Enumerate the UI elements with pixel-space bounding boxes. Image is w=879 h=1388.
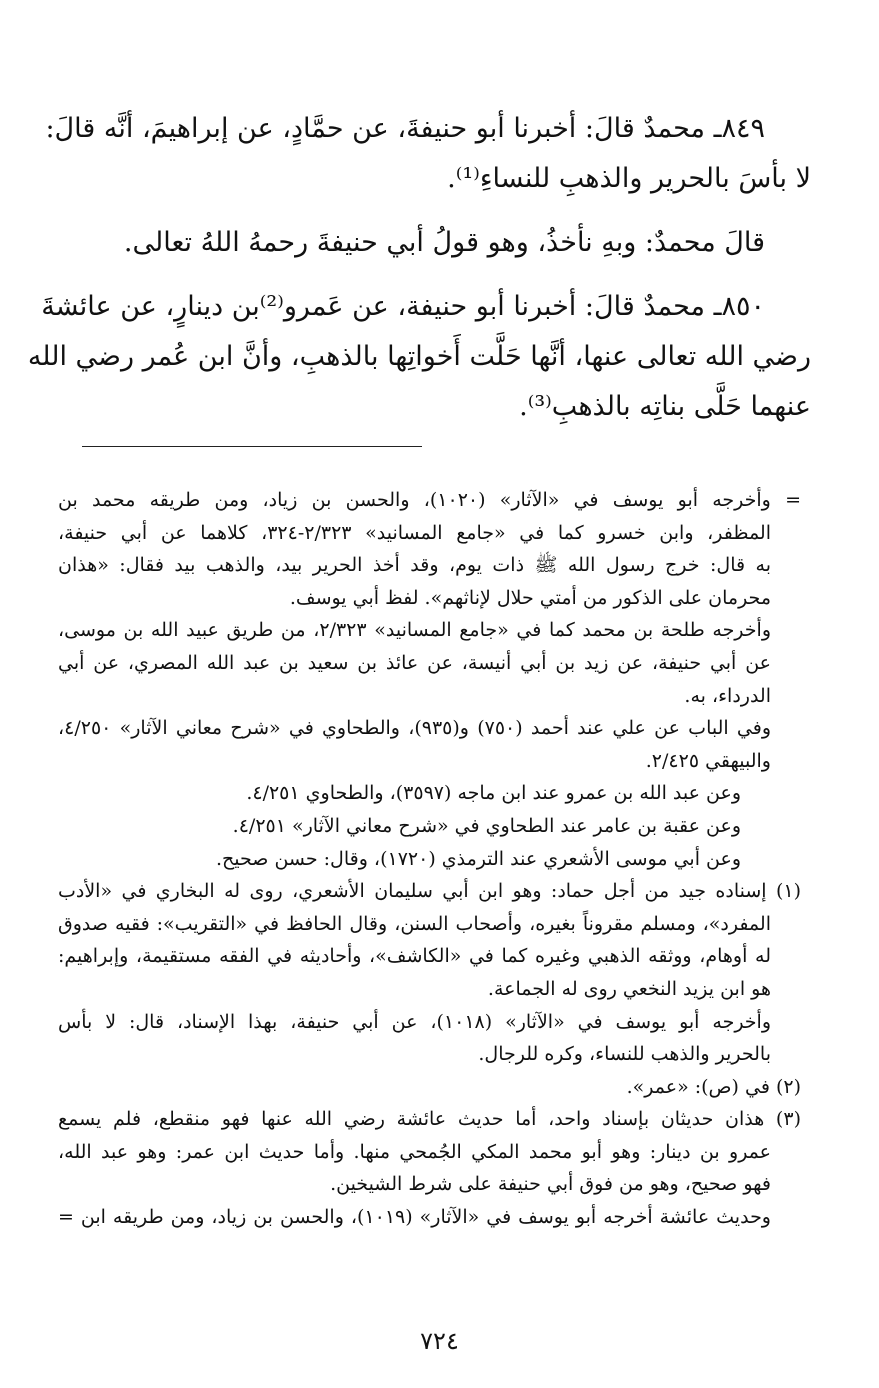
footnote-line: محرمان على الذكور من أمتي حلال لإناثهم». لفظ أبي يوسف. <box>289 586 771 609</box>
footnote-line: الدرداء، به. <box>684 684 771 707</box>
main-text <box>27 104 811 432</box>
footnote-line: وعن أبي موسى الأشعري عند الترمذي (١٧٢٠)، وقال: حسن صحيح. <box>215 847 741 870</box>
footnote-line: بالحرير والذهب للنساء، وكره للرجال. <box>478 1043 771 1066</box>
footnote-line: وعن عقبة بن عامر عند الطحاوي في «شرح معاني الآثار» ٤/٢٥١. <box>232 814 741 837</box>
hadith-850-line-1: ٨٥٠ـ محمدٌ قالَ: أخبرنا أبو حنيفة، عن عَمرو⁽²⁾بن دينارٍ، عن عائشةَ <box>41 291 765 322</box>
hadith-849-line-2: لا بأسَ بالحرير والذهبِ للنساءِ⁽¹⁾. <box>447 163 811 194</box>
footnote-line: عن أبي حنيفة، عن زيد بن أبي أنيسة، عن عائذ بن سعيد بن عبد الله المصري، عن أبي <box>58 651 771 674</box>
footnote-line: (٣) هذان حديثان بإسناد واحد، أما حديث عائشة رضي الله عنها فهو منقطع، فلم يسمع <box>58 1108 801 1131</box>
footnote-line: المفرد»، ومسلم مقروناً بغيره، وأصحاب السنن، وقال الحافظ في «التقريب»: فقيه صدوق <box>58 912 771 935</box>
footnote-line: وأخرجه أبو يوسف في «الآثار» (١٠١٨)، عن أبي حنيفة، بهذا الإسناد، قال: لا بأس <box>58 1010 772 1033</box>
page-number: ٧٢٤ <box>420 1327 459 1355</box>
footnote-line: فهو صحيح، وهو من فوق أبي حنيفة على شرط الشيخين. <box>330 1173 771 1196</box>
footnotes <box>58 484 801 1234</box>
footnote-line: به قال: خرج رسول الله ﷺ ذات يوم، وقد أخذ الحرير بيد، والذهب بيد فقال: «هذان <box>58 554 771 577</box>
hadith-850-line-3: عنهما حَلَّى بناتِه بالذهبِ⁽³⁾. <box>519 391 811 422</box>
footnote-line: وحديث عائشة أخرجه أبو يوسف في «الآثار» (١٠١٩)، والحسن بن زياد، ومن طريقه ابن = <box>58 1206 771 1229</box>
footnote-divider <box>82 446 422 447</box>
footnote-line: (١) إسناده جيد من أجل حماد: وهو ابن أبي سليمان الأشعري، روى له البخاري في «الأدب <box>58 880 801 903</box>
footnote-line: هو ابن يزيد النخعي روى له الجماعة. <box>487 977 771 1000</box>
footnote-line: وأخرجه طلحة بن محمد كما في «جامع المسانيد» ٢/٣٢٣، من طريق عبيد الله بن موسى، <box>58 619 771 642</box>
footnote-line: = وأخرجه أبو يوسف في «الآثار» (١٠٢٠)، والحسن بن زياد، ومن طريقه محمد بن <box>58 489 801 511</box>
footnote-line: عمرو بن دينار: وهو أبو محمد المكي الجُمحي منها. وأما حديث ابن عمر: وهو عبد الله، <box>58 1140 771 1163</box>
hadith-849-line-1: ٨٤٩ـ محمدٌ قالَ: أخبرنا أبو حنيفةَ، عن حمَّادٍ، عن إبراهيمَ، أنَّه قالَ: <box>45 113 765 144</box>
footnote-line: (٢) في (ص): «عمر». <box>626 1075 801 1098</box>
commentary-line: قالَ محمدٌ: وبهِ نأخذُ، وهو قولُ أبي حنيفةَ رحمهُ اللهُ تعالى. <box>123 227 765 258</box>
footnote-line: وعن عبد الله بن عمرو عند ابن ماجه (٣٥٩٧)، والطحاوي ٤/٢٥١. <box>246 782 741 805</box>
footnote-line: وفي الباب عن علي عند أحمد (٧٥٠) و(٩٣٥)، والطحاوي في «شرح معاني الآثار» ٤/٢٥٠، <box>58 717 771 740</box>
hadith-850-line-2: رضي الله تعالى عنها، أنَّها حَلَّت أَخواتِها بالذهبِ، وأنَّ ابن عُمر رضي الله <box>27 341 811 372</box>
footnote-line: المظفر، وابن خسرو كما في «جامع المسانيد» ٢/٣٢٣-٣٢٤، كلاهما عن أبي حنيفة، <box>58 521 771 544</box>
footnote-line: له أوهام، ووثقه الذهبي وغيره كما في «الكاشف»، وأحاديثه في الفقه مستقيمة، وإبراهيم: <box>58 945 771 968</box>
footnote-line: والبيهقي ٢/٤٢٥. <box>645 749 771 772</box>
